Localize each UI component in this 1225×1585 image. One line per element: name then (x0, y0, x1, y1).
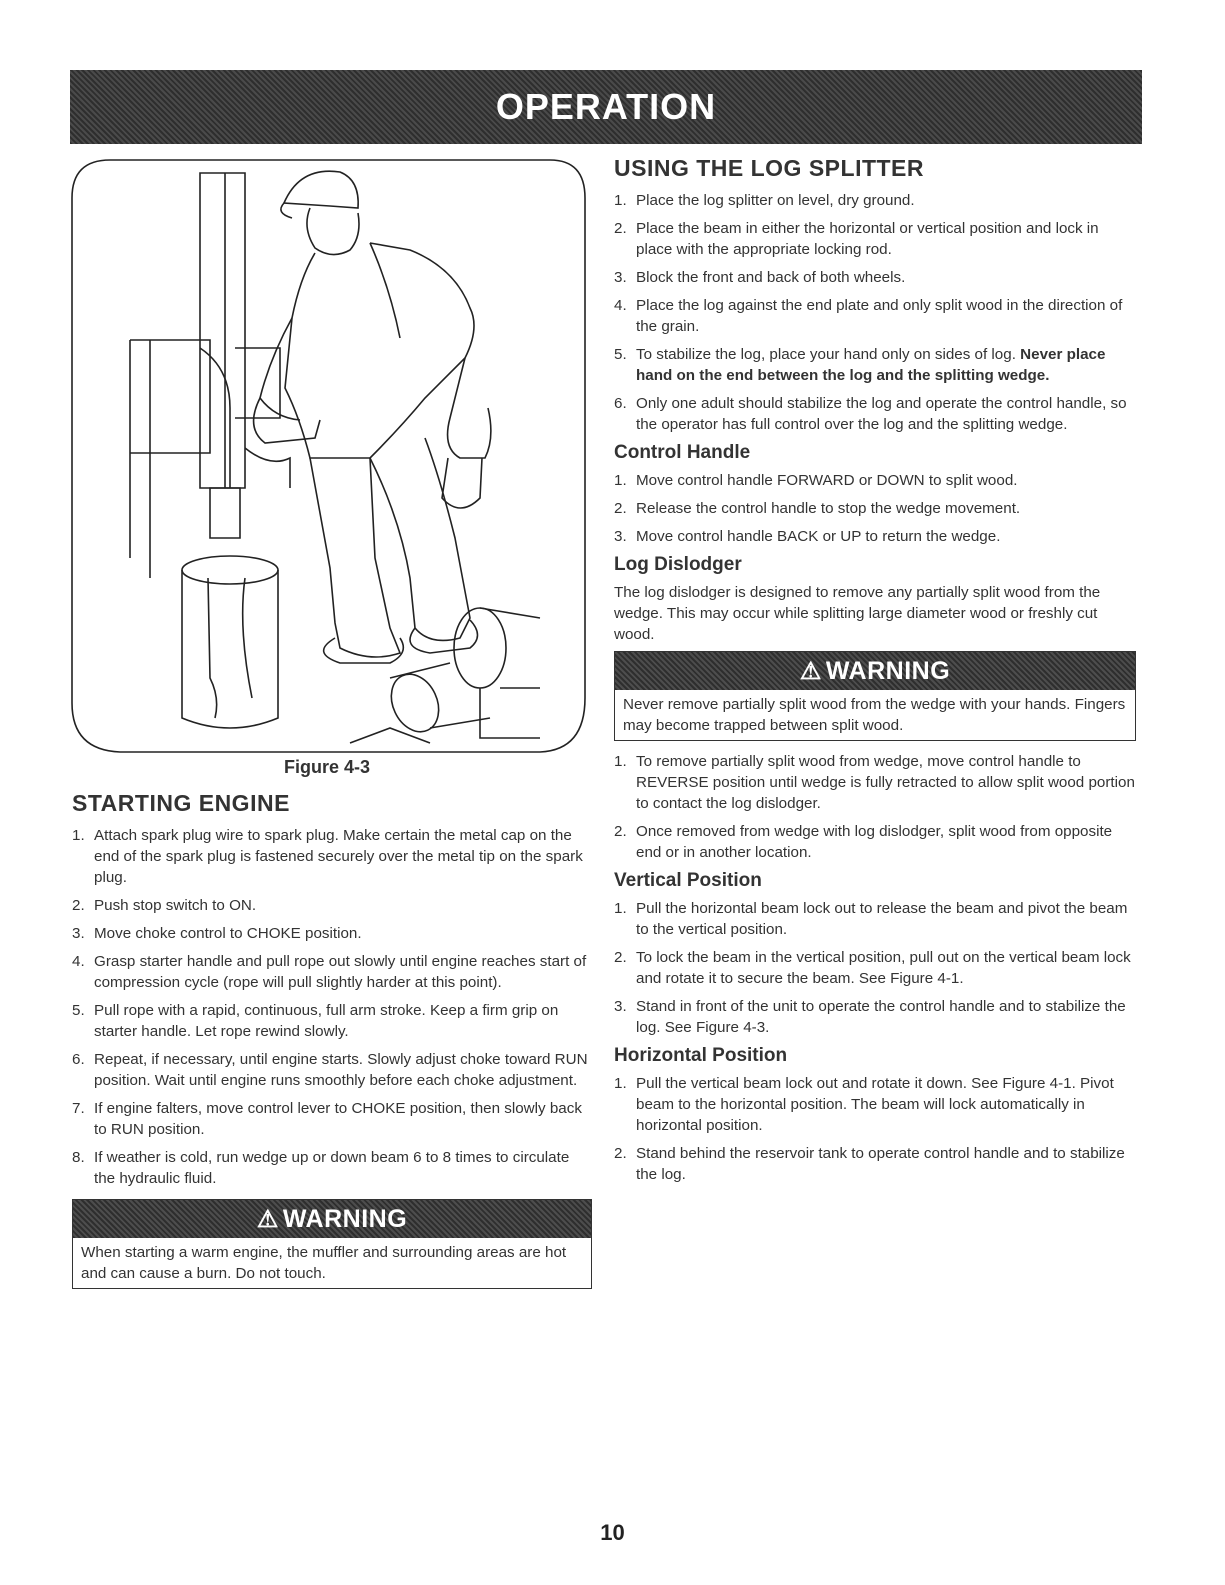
list-item: 3. Stand in front of the unit to operate the control handle and to stabilize the log. See Figure 4-3. (614, 998, 1126, 1036)
figure-frame (72, 160, 585, 752)
using-log-splitter-section (614, 155, 1136, 1192)
beam (200, 173, 245, 488)
list-item: 3. Move choke control to CHOKE position. (72, 925, 362, 942)
warning-triangle-icon: ⚠ (256, 1205, 279, 1233)
operator-illustration (70, 158, 590, 754)
warning-box-dislodger (614, 651, 1136, 741)
list-item: 6. Repeat, if necessary, until engine starts. Slowly adjust choke toward RUN position. Wait until engine runs smoothly before each choke adjustment. (72, 1051, 588, 1089)
list-item: 2. Release the control handle to stop the wedge movement. (614, 500, 1021, 517)
vertical-position-heading: Vertical Position (614, 870, 762, 891)
list-item: 2. To lock the beam in the vertical position, pull out on the vertical beam lock and rotate it to secure the beam. See Figure 4-1. (614, 949, 1131, 987)
warning-header: ⚠ WARNING (615, 652, 1135, 690)
list-item: 4. Grasp starter handle and pull rope out slowly until engine reaches start of compression cycle (rope will pull slightly harder at this point). (72, 953, 587, 991)
horizontal-position-heading: Horizontal Position (614, 1045, 788, 1066)
list-item: 3. Move control handle BACK or UP to return the wedge. (614, 528, 1001, 545)
log (182, 556, 278, 584)
warning-text: Never remove partially split wood from the wedge with your hands. Fingers may become trapped between split wood. (623, 696, 1126, 734)
list-item: 2. Push stop switch to ON. (72, 897, 257, 914)
using-heading: USING THE LOG SPLITTER (614, 155, 925, 181)
vertical-position-steps (614, 898, 1136, 1038)
starting-engine-section (72, 790, 592, 1289)
section-banner (70, 70, 1142, 144)
horizontal-position-steps (614, 1073, 1136, 1185)
control-handle-steps (614, 470, 1136, 547)
person-torso (285, 243, 474, 458)
warning-text: When starting a warm engine, the muffler and surrounding areas are hot and can cause a burn. Do not touch. (81, 1244, 567, 1282)
warning-triangle-icon: ⚠ (799, 657, 822, 685)
list-item: 1. Move control handle FORWARD or DOWN to split wood. (614, 472, 1018, 489)
list-item: 1. To remove partially split wood from wedge, move control handle to REVERSE position until wedge is fully retracted to allow split wood portion to contact the log dislodger. (614, 753, 1135, 812)
list-item: 5. To stabilize the log, place your hand only on sides of log. Never place hand on the end between the log and the splitting wedge. (614, 346, 1106, 384)
list-item: 5. Pull rope with a rapid, continuous, full arm stroke. Keep a firm grip on starter handle. Let rope rewind slowly. (72, 1002, 559, 1040)
using-steps (614, 190, 1136, 435)
list-item: 1. Attach spark plug wire to spark plug. Make certain the metal cap on the end of the spark plug is fastened securely over the metal tip on the spark plug. (72, 827, 583, 886)
list-item: 2. Once removed from wedge with log dislodger, split wood from opposite end or in another location. (614, 823, 1113, 861)
list-item: 1. Pull the vertical beam lock out and rotate it down. See Figure 4-1. Pivot beam to the horizontal position. The beam will lock automatically in horizontal position. (614, 1075, 1114, 1134)
list-item: 1. Pull the horizontal beam lock out to release the beam and pivot the beam to the vertical position. (614, 900, 1128, 938)
starting-engine-steps (72, 825, 592, 1189)
list-item: 3. Block the front and back of both wheels. (614, 269, 906, 286)
list-item: 2. Stand behind the reservoir tank to operate control handle and to stabilize the log. (614, 1145, 1125, 1183)
list-item: 2. Place the beam in either the horizontal or vertical position and lock in place with the appropriate locking rod. (614, 220, 1099, 258)
page-title: OPERATION (495, 86, 717, 127)
figure-caption: Figure 4-3 (284, 757, 371, 777)
starting-engine-heading: STARTING ENGINE (72, 790, 290, 816)
list-item: 4. Place the log against the end plate and only split wood in the direction of the grain. (614, 297, 1123, 335)
list-item: 1. Place the log splitter on level, dry ground. (614, 192, 915, 209)
page-number: 10 (600, 1520, 625, 1545)
list-item: 6. Only one adult should stabilize the log and operate the control handle, so the operator has full control over the log and the splitting wedge. (614, 395, 1127, 433)
figure-illustration (70, 158, 590, 754)
log-dislodger-heading: Log Dislodger (614, 554, 742, 575)
control-handle-heading: Control Handle (614, 442, 751, 463)
log-dislodger-intro: The log dislodger is designed to remove any partially split wood from the wedge. This may occur while splitting large diameter wood or freshly cut wood. (614, 584, 1101, 643)
safety-emphasis: Never place hand on the end between the log and the splitting wedge. (636, 346, 1106, 384)
list-item: 8. If weather is cold, run wedge up or down beam 6 to 8 times to circulate the hydraulic fluid. (72, 1149, 570, 1187)
person-legs (310, 458, 400, 657)
log-dislodger-steps (614, 751, 1136, 863)
person-cap (284, 171, 358, 208)
warning-header: ⚠ WARNING (73, 1200, 591, 1238)
warning-box-engine (72, 1199, 592, 1289)
list-item: 7. If engine falters, move control lever to CHOKE position, then slowly back to RUN position. (72, 1100, 582, 1138)
